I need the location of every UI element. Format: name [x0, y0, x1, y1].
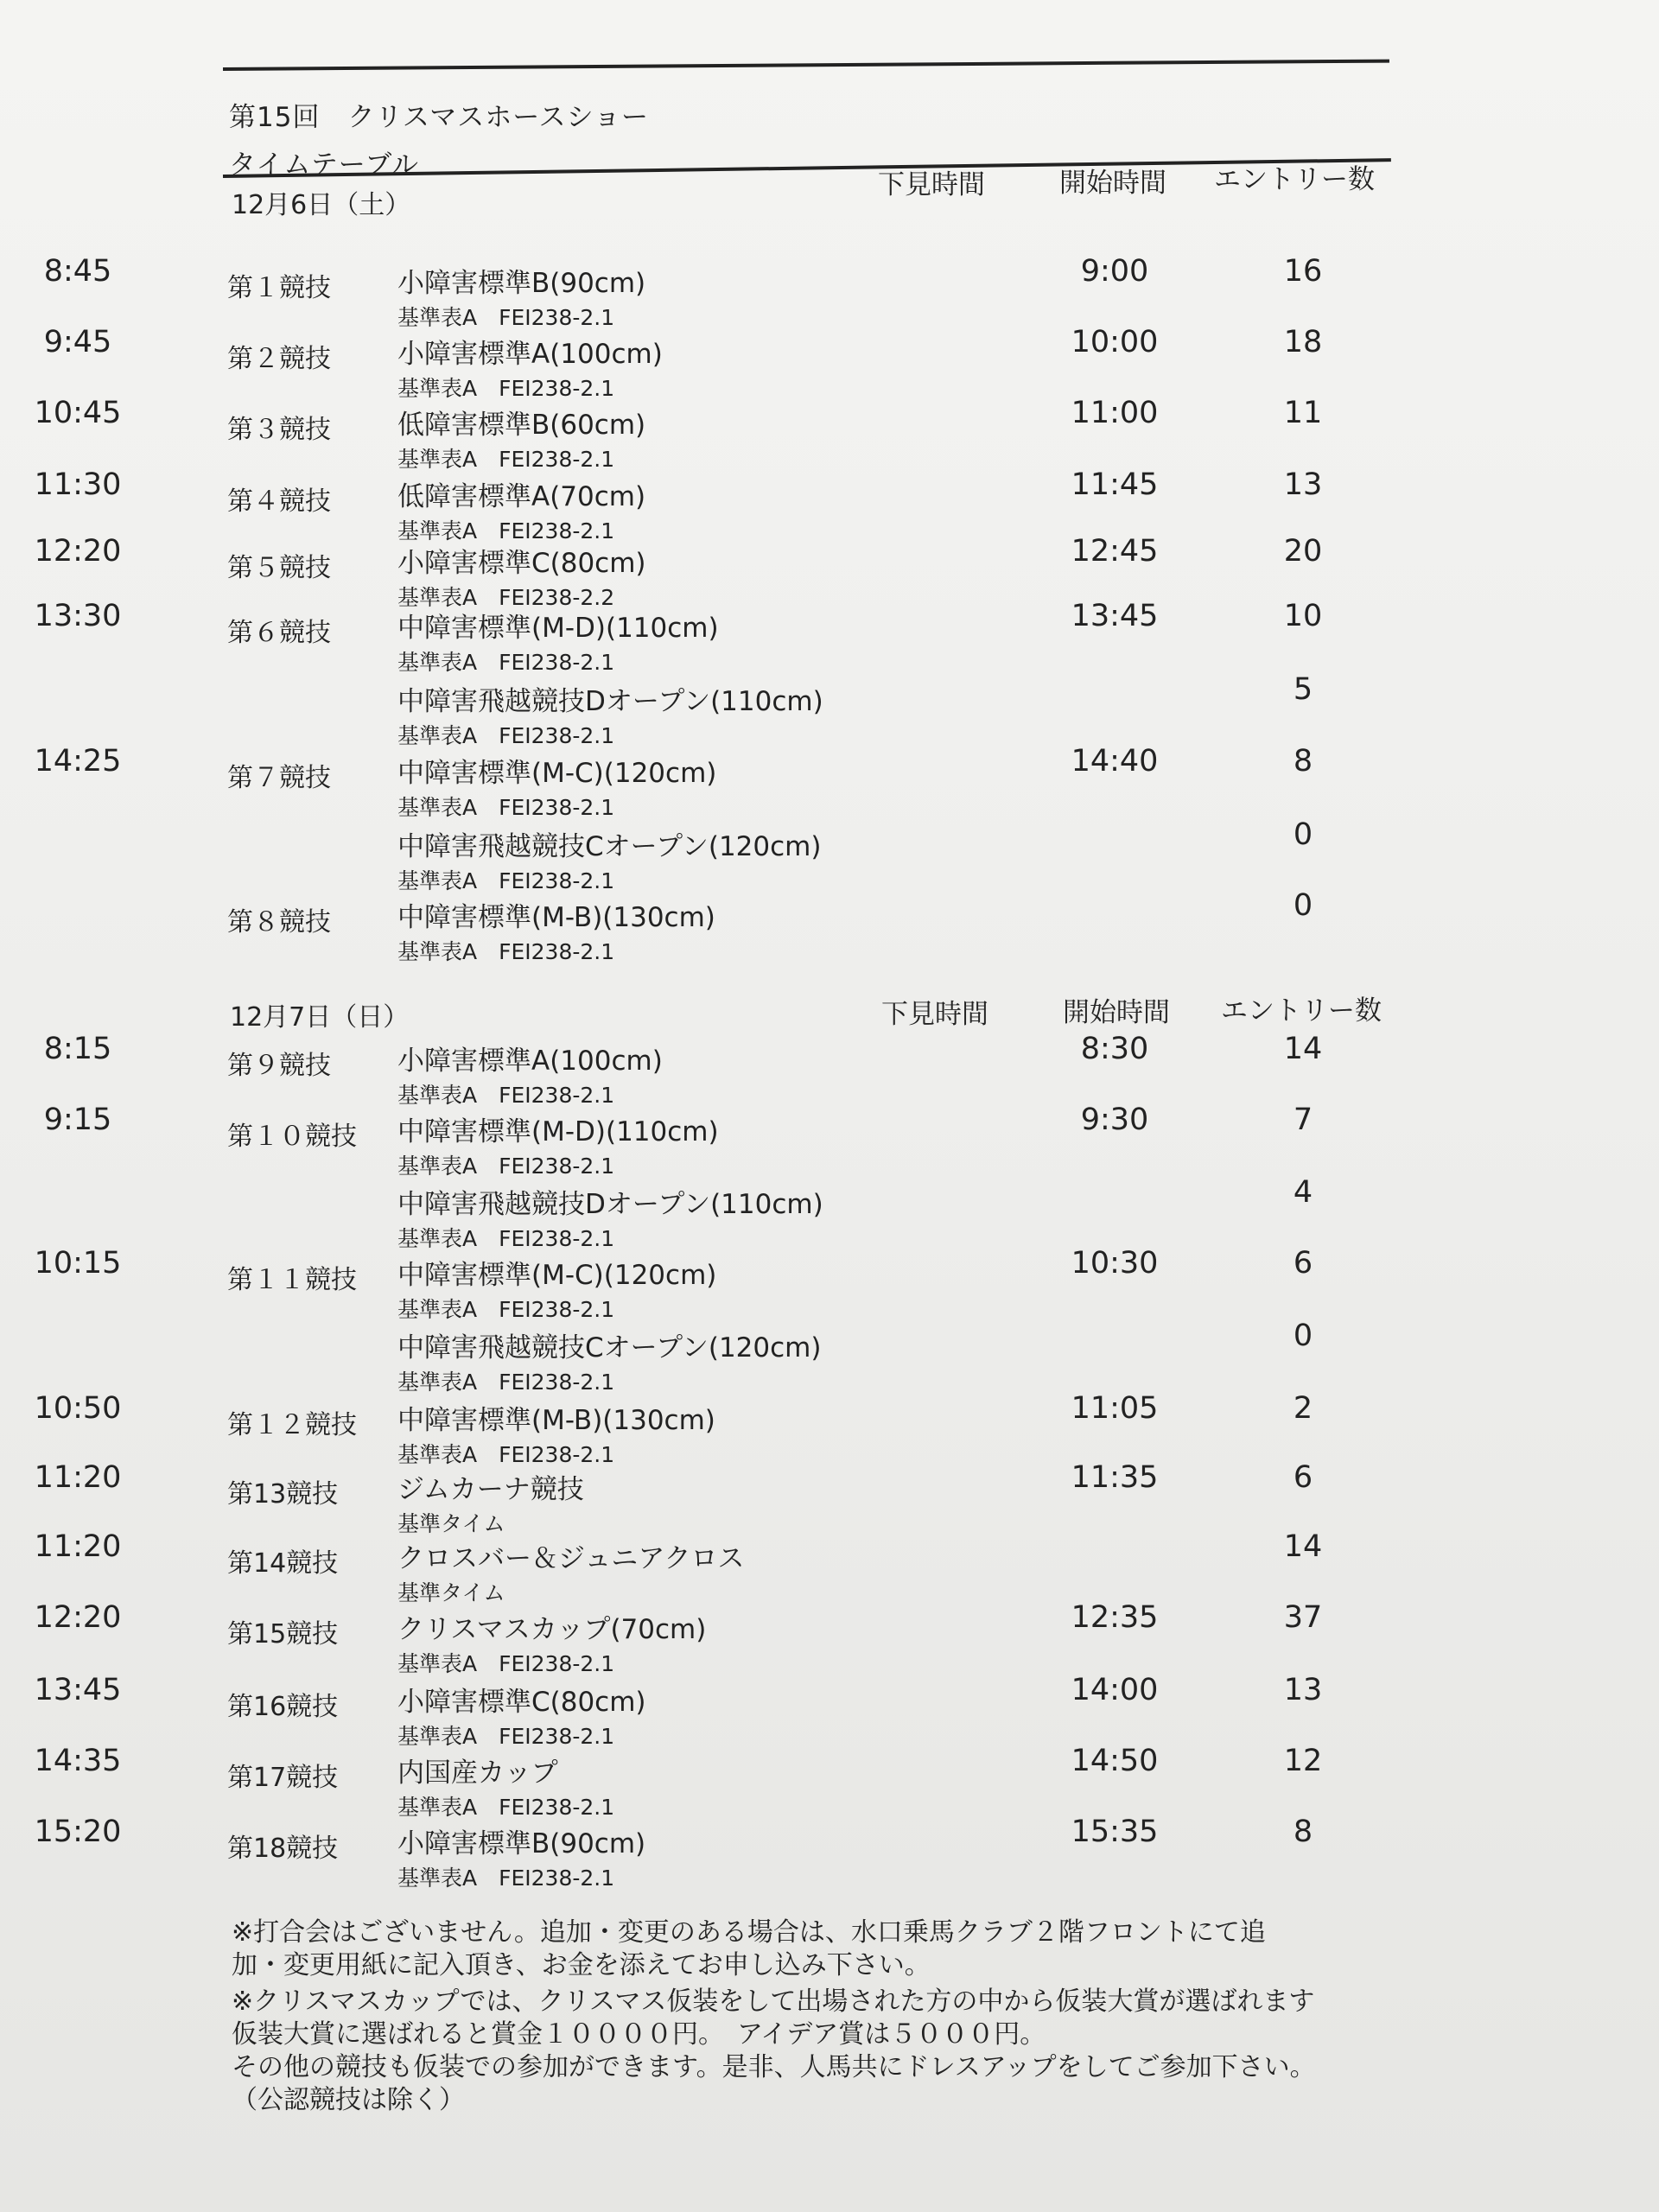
entry-count: 6 [1293, 1460, 1313, 1495]
competition-name: 中障害飛越競技Dオープン(110cm) [397, 686, 823, 717]
judging-rule: 基準表A FEI238-2.1 [397, 1226, 615, 1251]
schedule-row [0, 599, 1659, 682]
competition-name: 中障害標準(M-D)(110cm) [397, 1116, 719, 1147]
entry-count: 11 [1283, 396, 1323, 430]
course-walk-time: 10:15 [34, 1246, 122, 1281]
course-walk-time: 12:20 [34, 534, 122, 569]
day1-date: 12月6日（土） [232, 190, 411, 220]
course-walk-time: 14:35 [34, 1744, 122, 1778]
schedule-row [0, 1319, 1659, 1402]
start-time: 14:00 [1071, 1673, 1159, 1707]
judging-rule: 基準表A FEI238-2.1 [397, 650, 615, 675]
competition-name: ジムカーナ競技 [397, 1474, 584, 1505]
schedule-row [0, 1246, 1659, 1329]
start-time: 11:45 [1071, 467, 1159, 502]
competition-name: 小障害標準C(80cm) [397, 1687, 646, 1718]
schedule-row [0, 817, 1659, 900]
course-walk-time: 11:20 [34, 1529, 122, 1564]
note-2-line-1: ※クリスマスカップでは、クリスマス仮装をして出場された方の中から仮装大賞が選ばれます [232, 1986, 1315, 2017]
entry-count: 14 [1283, 1032, 1323, 1066]
competition-name: 低障害標準A(70cm) [397, 481, 646, 512]
schedule-row [0, 1673, 1659, 1756]
timetable-heading: タイムテーブル [229, 149, 419, 181]
course-walk-time: 10:50 [34, 1391, 122, 1426]
start-time: 11:05 [1071, 1391, 1159, 1426]
competition-name: 中障害標準(M-D)(110cm) [397, 613, 719, 644]
course-walk-time: 11:30 [34, 467, 122, 502]
competition-name: 中障害飛越競技Dオープン(110cm) [397, 1189, 823, 1220]
schedule-row [0, 1103, 1659, 1185]
schedule-row [0, 467, 1659, 550]
judging-rule: 基準表A FEI238-2.1 [397, 723, 615, 748]
entry-count: 8 [1293, 744, 1313, 779]
competition-number: 第８競技 [227, 907, 331, 938]
start-time: 10:00 [1071, 325, 1159, 359]
start-time: 9:30 [1080, 1103, 1149, 1137]
competition-number: 第７競技 [227, 763, 331, 793]
course-walk-time: 13:30 [34, 599, 122, 633]
competition-number: 第１１競技 [227, 1265, 357, 1295]
judging-rule: 基準表A FEI238-2.1 [397, 1083, 615, 1108]
competition-number: 第１０競技 [227, 1122, 357, 1152]
schedule-row [0, 888, 1659, 971]
schedule-row [0, 1815, 1659, 1897]
course-walk-time: 15:20 [34, 1815, 122, 1849]
judging-rule: 基準表A FEI238-2.1 [397, 518, 615, 543]
event-title: 第15回 クリスマスホースショー [229, 102, 650, 133]
competition-name: 低障害標準B(60cm) [397, 410, 646, 441]
entry-count: 2 [1293, 1391, 1313, 1426]
competition-number: 第16競技 [227, 1692, 339, 1722]
schedule-row [0, 325, 1659, 408]
entry-count: 6 [1293, 1246, 1313, 1281]
schedule-row [0, 254, 1659, 337]
day1-col-shitami: 下見時間 [878, 169, 985, 200]
competition-number: 第14競技 [227, 1548, 339, 1579]
start-time: 8:30 [1080, 1032, 1149, 1066]
entry-count: 0 [1293, 1319, 1313, 1353]
course-walk-time: 10:45 [34, 396, 122, 430]
schedule-row [0, 1175, 1659, 1258]
judging-rule: 基準表A FEI238-2.1 [397, 1866, 615, 1891]
competition-number: 第15競技 [227, 1619, 339, 1649]
entry-count: 20 [1283, 534, 1323, 569]
entry-count: 13 [1283, 1673, 1323, 1707]
entry-count: 7 [1293, 1103, 1313, 1137]
start-time: 11:35 [1071, 1460, 1159, 1495]
competition-name: 小障害標準A(100cm) [397, 1046, 663, 1077]
judging-rule: 基準タイム [397, 1580, 505, 1605]
competition-name: 小障害標準B(90cm) [397, 268, 646, 299]
schedule-row [0, 672, 1659, 755]
course-walk-time: 13:45 [34, 1673, 122, 1707]
competition-name: 小障害標準A(100cm) [397, 339, 663, 370]
competition-name: 中障害標準(M-C)(120cm) [397, 758, 717, 789]
judging-rule: 基準表A FEI238-2.1 [397, 1651, 615, 1676]
start-time: 11:00 [1071, 396, 1159, 430]
competition-name: 内国産カップ [397, 1758, 558, 1789]
entry-count: 14 [1283, 1529, 1323, 1564]
start-time: 14:50 [1071, 1744, 1159, 1778]
entry-count: 10 [1283, 599, 1323, 633]
competition-number: 第５競技 [227, 553, 331, 583]
entry-count: 37 [1283, 1600, 1323, 1635]
competition-name: 小障害標準B(90cm) [397, 1828, 646, 1859]
entry-count: 18 [1283, 325, 1323, 359]
note-2-line-3: その他の競技も仮装での参加ができます。是非、人馬共にドレスアップをしてご参加下さい。 [232, 2052, 1316, 2082]
judging-rule: 基準表A FEI238-2.1 [397, 1297, 615, 1322]
top-rule [223, 60, 1389, 71]
entry-count: 8 [1293, 1815, 1313, 1849]
note-2-line-4: （公認競技は除く） [232, 2085, 465, 2115]
day1-col-entries: エントリー数 [1214, 164, 1375, 195]
competition-number: 第18競技 [227, 1834, 339, 1864]
day2-date: 12月7日（日） [230, 1002, 410, 1033]
entry-count: 5 [1293, 672, 1313, 707]
entry-count: 0 [1293, 817, 1313, 852]
competition-name: クリスマスカップ(70cm) [397, 1614, 707, 1645]
schedule-row [0, 534, 1659, 617]
judging-rule: 基準表A FEI238-2.1 [397, 305, 615, 330]
start-time: 13:45 [1071, 599, 1159, 633]
note-2-line-2: 仮装大賞に選ばれると賞金１００００円。 アイデア賞は５０００円。 [232, 2019, 1046, 2050]
start-time: 9:00 [1080, 254, 1149, 289]
entry-count: 12 [1283, 1744, 1323, 1778]
start-time: 15:35 [1071, 1815, 1159, 1849]
judging-rule: 基準表A FEI238-2.1 [397, 1795, 615, 1820]
day2-col-start: 開始時間 [1063, 997, 1170, 1028]
note-1-line-2: 加・変更用紙に記入頂き、お金を添えてお申し込み下さい。 [232, 1950, 931, 1980]
schedule-row [0, 1744, 1659, 1827]
start-time: 12:35 [1071, 1600, 1159, 1635]
course-walk-time: 8:45 [43, 254, 112, 289]
day2-col-shitami: 下見時間 [881, 999, 988, 1030]
start-time: 10:30 [1071, 1246, 1159, 1281]
judging-rule: 基準表A FEI238-2.1 [397, 1442, 615, 1467]
competition-number: 第17競技 [227, 1763, 339, 1793]
judging-rule: 基準タイム [397, 1511, 505, 1536]
judging-rule: 基準表A FEI238-2.1 [397, 1370, 615, 1395]
course-walk-time: 9:45 [43, 325, 112, 359]
judging-rule: 基準表A FEI238-2.1 [397, 447, 615, 472]
judging-rule: 基準表A FEI238-2.1 [397, 939, 615, 964]
course-walk-time: 14:25 [34, 744, 122, 779]
schedule-row [0, 1600, 1659, 1683]
schedule-row [0, 1460, 1659, 1543]
start-time: 12:45 [1071, 534, 1159, 569]
schedule-row [0, 1391, 1659, 1474]
judging-rule: 基準表A FEI238-2.1 [397, 795, 615, 820]
day2-col-entries: エントリー数 [1221, 995, 1382, 1027]
entry-count: 13 [1283, 467, 1323, 502]
competition-number: 第４競技 [227, 486, 331, 517]
schedule-row [0, 396, 1659, 479]
competition-number: 第13競技 [227, 1479, 339, 1510]
competition-number: 第１２競技 [227, 1410, 357, 1440]
judging-rule: 基準表A FEI238-2.1 [397, 1154, 615, 1179]
judging-rule: 基準表A FEI238-2.1 [397, 376, 615, 401]
course-walk-time: 11:20 [34, 1460, 122, 1495]
note-1-line-1: ※打合会はございません。追加・変更のある場合は、水口乗馬クラブ２階フロントにて追 [232, 1917, 1266, 1948]
competition-name: 小障害標準C(80cm) [397, 548, 646, 579]
course-walk-time: 9:15 [43, 1103, 112, 1137]
judging-rule: 基準表A FEI238-2.1 [397, 1724, 615, 1749]
competition-number: 第１競技 [227, 273, 331, 303]
course-walk-time: 8:15 [43, 1032, 112, 1066]
judging-rule: 基準表A FEI238-2.2 [397, 585, 615, 610]
course-walk-time: 12:20 [34, 1600, 122, 1635]
competition-number: 第３競技 [227, 415, 331, 445]
judging-rule: 基準表A FEI238-2.1 [397, 868, 615, 893]
entry-count: 0 [1293, 888, 1313, 923]
notes-section [232, 1916, 1441, 2117]
competition-number: 第２競技 [227, 344, 331, 374]
start-time: 14:40 [1071, 744, 1159, 779]
competition-name: 中障害標準(M-B)(130cm) [397, 1405, 715, 1436]
schedule-row [0, 1529, 1659, 1612]
competition-number: 第６競技 [227, 618, 331, 648]
competition-number: 第９競技 [227, 1051, 331, 1081]
competition-name: 中障害飛越競技Cオープン(120cm) [397, 1332, 822, 1363]
competition-name: クロスバー＆ジュニアクロス [397, 1543, 745, 1574]
entry-count: 4 [1293, 1175, 1313, 1210]
competition-name: 中障害標準(M-C)(120cm) [397, 1260, 717, 1291]
schedule-row [0, 1032, 1659, 1115]
competition-name: 中障害標準(M-B)(130cm) [397, 902, 715, 933]
competition-name: 中障害飛越競技Cオープン(120cm) [397, 831, 822, 862]
schedule-row [0, 744, 1659, 827]
entry-count: 16 [1283, 254, 1323, 289]
day1-col-start: 開始時間 [1059, 168, 1166, 199]
